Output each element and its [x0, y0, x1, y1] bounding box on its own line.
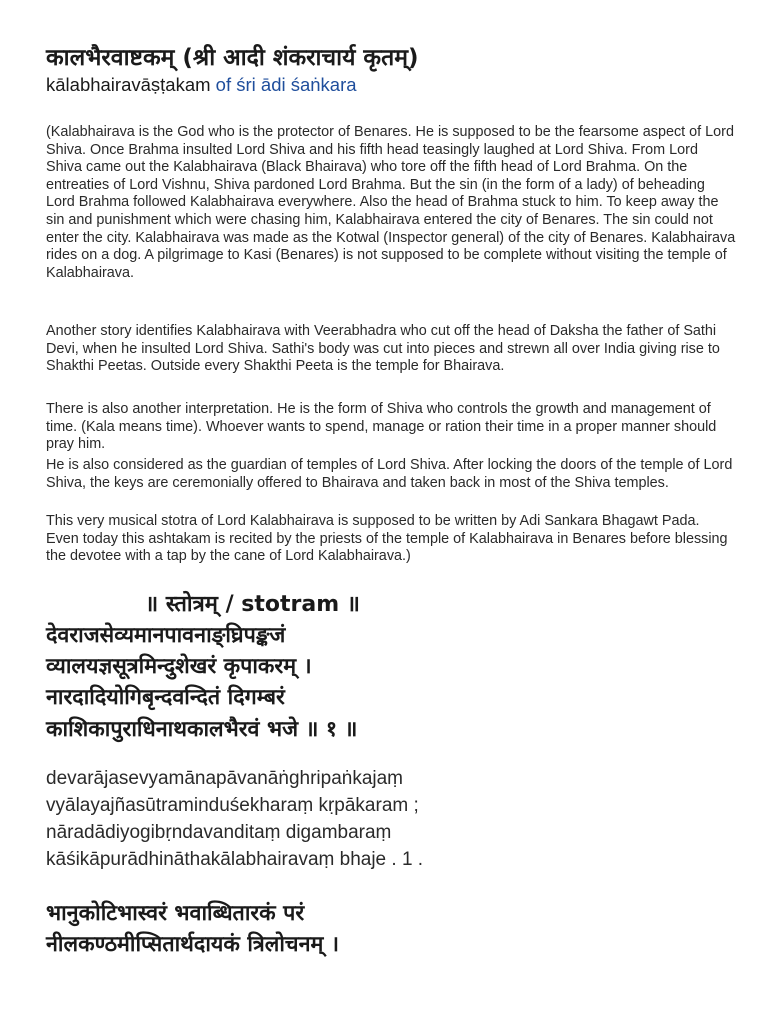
stotram-heading: ॥ स्तोत्रम् / stotram ॥ — [145, 592, 360, 617]
intro-paragraph-time: There is also another interpretation. He is the form of Shiva who controls the growth and management of time. (Kala means time). Whoever wants to spend, manage or ration their time in a proper manner should pray him. — [46, 401, 717, 453]
verse2-dev-line-1: भानुकोटिभास्वरं भवाब्धितारकं परं — [46, 901, 305, 926]
intro-paragraph-veerabhadra: Another story identifies Kalabhairava with Veerabhadra who cut off the head of Daksha the father of Sathi Devi, when he insulted Lord Shiva. Sathi's body was cut into pieces and strewn all over India giving rise to Shakthi Peetas. Outside every Shakthi Peeta is the temple for Bhairava. — [46, 323, 720, 375]
page-title: कालभैरवाष्टकम् (श्री आदी शंकराचार्य कृतम्) — [46, 45, 419, 71]
subtitle-transliterated-name: kālabhairavāṣṭakam — [46, 74, 211, 95]
intro-paragraph-authorship: This very musical stotra of Lord Kalabhairava is supposed to be written by Adi Sankara Bhagawt Pada. Even today this ashtakam is recited by the priests of the temple of Kalabhairava in Benares before blessing the devotee with a tap by the cane of Lord Kalabhairava.) — [46, 513, 728, 565]
verse1-translit-line-1: devarājasevyamānapāvanāṅghripaṅkajaṃ — [46, 768, 404, 789]
verse1-translit-line-2: vyālayajñasūtraminduśekharaṃ kṛpākaram ; — [46, 795, 419, 816]
verse1-dev-line-3: नारदादियोगिबृन्दवन्दितं दिगम्बरं — [46, 685, 285, 710]
verse2-dev-line-2: नीलकण्ठमीप्सितार्थदायकं त्रिलोचनम् । — [46, 932, 340, 957]
verse1-dev-line-1: देवराजसेव्यमानपावनाङ्घ्रिपङ्कजं — [46, 623, 286, 648]
intro-paragraph-origin: (Kalabhairava is the God who is the protector of Benares. He is supposed to be the fearsome aspect of Lord Shiva. Once Brahma insulted Lord Shiva and his fifth head teasingly laughed at Lord Shiva. From Lord Shiva came out the Kalabhairava (Black Bhairava) who tore off the fifth head of Lord Brahma. On the entreaties of Lord Vishnu, Shiva pardoned Lord Brahma. But the sin (in the form of a lady) of beheading Lord Brahma followed Kalabhairava everywhere. Also the head of Brahma stuck to him. To keep away the sin and punishment which were chasing him, Kalabhairava entered the city of Benares. The sin could not enter the city. Kalabhairava was made as the Kotwal (Inspector general) of the city of Benares. Kalabhairava rides on a dog. A pilgrimage to Kasi (Benares) is not supposed to be complete without visiting the temple of Kalabhairava. — [46, 124, 736, 281]
verse1-translit-line-3: nāradādiyogibṛndavanditaṃ digambaraṃ — [46, 822, 392, 843]
page-subtitle — [46, 74, 357, 96]
intro-paragraph-guardian: He is also considered as the guardian of temples of Lord Shiva. After locking the doors of the temple of Lord Shiva, the keys are ceremonially offered to Bhairava and taken back in most of the Shiva temples. — [46, 457, 733, 491]
verse1-dev-line-4: काशिकापुराधिनाथकालभैरवं भजे ॥ १ ॥ — [46, 717, 358, 742]
verse1-translit-line-4: kāśikāpurādhināthakālabhairavaṃ bhaje . 1 . — [46, 849, 424, 870]
subtitle-author: of śri ādi śaṅkara — [210, 74, 357, 95]
verse1-dev-line-2: व्यालयज्ञसूत्रमिन्दुशेखरं कृपाकरम् । — [46, 654, 312, 679]
